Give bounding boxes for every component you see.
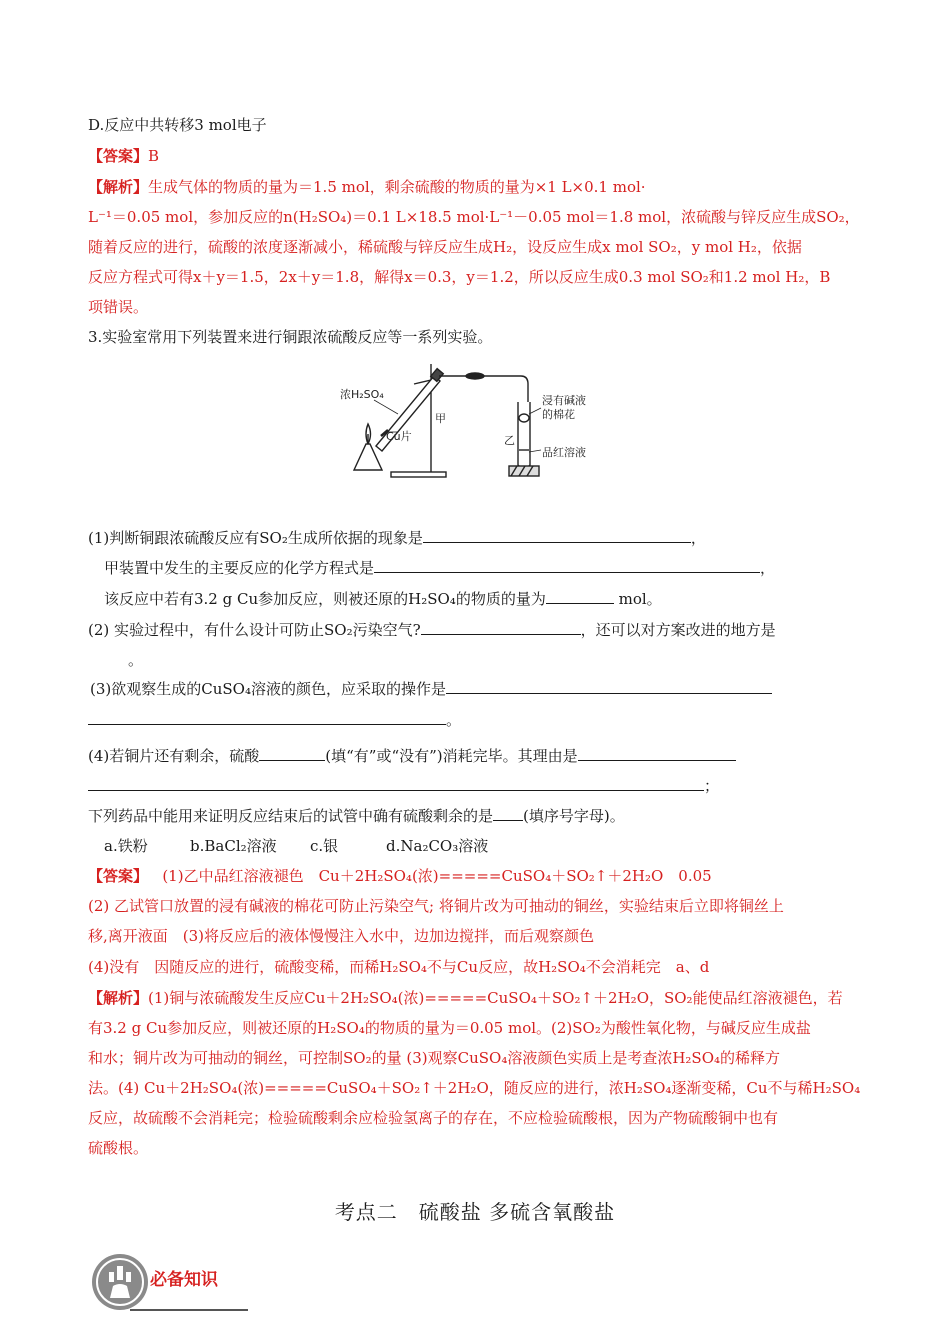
apparatus-diagram [336,362,616,487]
q3-part4-line [88,745,864,766]
answer-blank[interactable] [493,805,523,821]
copper-label: Cu片 [386,430,412,443]
yi-label: 乙 [504,434,515,447]
part1-text: 甲装置中发生的主要反应的化学方程式是 [104,559,375,577]
option-d: D.反应中共转移3 mol电子 [88,116,267,134]
q2-analysis-line: 随着反应的进行，硫酸的浓度逐渐减小，稀硫酸与锌反应生成H₂，设反应生成x mol SO₂，y mol H₂，依据 [88,238,802,256]
answer-blank[interactable] [423,527,691,543]
answer-blank[interactable] [421,619,581,635]
punctuation: ， [760,559,776,577]
answer-blank[interactable] [88,775,704,791]
q3-answer-line: (4)没有 因随反应的进行，硫酸变稀，而稀H₂SO₄不与Cu反应，故H₂SO₄不会消耗完 a、d [88,958,710,976]
q3-part4-line [88,805,864,826]
q3-analysis-line: 和水；铜片改为可抽动的铜丝，可控制SO₂的量 (3)观察CuSO₄溶液颜色实质上是考查浓H₂SO₄的稀释方 [88,1049,781,1067]
q2-answer [88,146,864,166]
answer-tag: 【答案】 [88,147,149,165]
q3-analysis-line: 有3.2 g Cu参加反应，则被还原的H₂SO₄的物质的量为＝0.05 mol。(2)SO₂为酸性氧化物，与碱反应生成盐 [88,1019,811,1037]
answer-blank[interactable] [446,678,772,694]
q3-part1-line [104,588,864,609]
answer-tag: 【答案】 [88,867,149,885]
q3-answer-line [88,866,864,886]
answer-blank[interactable] [546,588,614,604]
acid-label: 浓H₂SO₄ [340,388,384,401]
answer-value: B [148,147,160,165]
analysis-tag: 【解析】 [88,989,149,1007]
answer-blank[interactable] [259,745,325,761]
option-d: d.Na₂CO₃溶液 [386,837,489,855]
punctuation: ， [690,529,706,547]
part1-text: (1)判断铜跟浓硫酸反应有SO₂生成所依据的现象是 [88,529,423,547]
part2-text: (2) 实验过程中，有什么设计可防止SO₂污染空气? [88,621,421,639]
section-title: 考点二 硫酸盐 多硫含氧酸盐 [334,1200,616,1224]
solution-label: 品红溶液 [542,446,586,459]
analysis-text: 生成气体的物质的量为＝1.5 mol，剩余硫酸的物质的量为×1 L×0.1 mol· [148,178,646,196]
q3-analysis-line [88,988,864,1008]
q3-stem: 3.实验室常用下列装置来进行铜跟浓硫酸反应等一系列实验。 [88,328,493,346]
q3-options [104,836,864,856]
q2-analysis-line: 项错误。 [88,298,149,316]
option-b: b.BaCl₂溶液 [190,837,277,855]
knowledge-badge [90,1252,250,1312]
option-a: a.铁粉 [104,837,148,855]
badge-label: 必备知识 [150,1270,218,1290]
answer-blank[interactable] [374,557,760,573]
cotton-label-2: 的棉花 [542,408,575,421]
part2-text: ，还可以对方案改进的地方是 [580,621,776,639]
q3-analysis-line: 反应，故硫酸不会消耗完；检验硫酸剩余应检验氢离子的存在，不应检验硫酸根，因为产物硫酸铜中也有 [88,1109,779,1127]
q2-analysis-line [88,177,864,197]
part3-text: (3)欲观察生成的CuSO₄溶液的颜色，应采取的操作是 [90,680,446,698]
analysis-tag: 【解析】 [88,178,149,196]
answer-blank[interactable] [578,745,736,761]
part1-text: 该反应中若有3.2 g Cu参加反应，则被还原的H₂SO₄的物质的量为 [104,590,546,608]
apparatus-figure [336,362,616,487]
q3-analysis-line: 法。(4) Cu＋2H₂SO₄(浓)=====CuSO₄＋SO₂↑＋2H₂O，随反应的进行，浓H₂SO₄逐渐变稀，Cu不与稀H₂SO₄ [88,1079,861,1097]
analysis-text: (1)铜与浓硫酸发生反应Cu＋2H₂SO₄(浓)=====CuSO₄＋SO₂↑＋2H₂O，SO₂能使品红溶液褪色，若 [148,989,843,1007]
answer-blank[interactable] [88,709,446,725]
punctuation: ； [704,777,720,795]
q3-part2-line [88,619,864,640]
part4-text: 下列药品中能用来证明反应结束后的试管中确有硫酸剩余的是 [88,807,494,825]
q3-answer-line: (2) 乙试管口放置的浸有碱液的棉花可防止污染空气; 将铜片改为可抽动的铜丝，实验结束后立即将铜丝上 [88,897,784,915]
q3-answer-line: 移,离开液面 (3)将反应后的液体慢慢注入水中，边加边搅拌，而后观察颜色 [88,927,595,945]
part4-text: (填序号字母)。 [523,807,625,825]
cotton-label-1: 浸有碱液 [542,394,586,407]
q3-part2-end: 。 [128,651,144,669]
part4-text: (填“有”或“没有”)消耗完毕。其理由是 [325,747,578,765]
q3-part1-line [88,527,864,548]
part1-text: mol。 [613,590,662,608]
part4-text: (4)若铜片还有剩余，硫酸 [88,747,260,765]
q3-part3-line [88,709,864,730]
q3-part3-line [90,678,864,699]
q2-analysis-line: 反应方程式可得x＋y＝1.5，2x＋y＝1.8，解得x＝0.3，y＝1.2，所以反应生成0.3 mol SO₂和1.2 mol H₂，B [88,268,831,286]
jia-label: 甲 [435,412,446,425]
q3-analysis-line: 硫酸根。 [88,1139,149,1157]
punctuation: 。 [446,711,462,729]
q3-part1-line [104,557,864,578]
answer-text: (1)乙中品红溶液褪色 Cu＋2H₂SO₄(浓)=====CuSO₄＋SO₂↑＋2H₂O 0.05 [162,867,712,885]
q3-part4-line [88,775,864,796]
option-c: c.银 [310,837,339,855]
q2-analysis-line: L⁻¹＝0.05 mol，参加反应的n(H₂SO₄)＝0.1 L×18.5 mol·L⁻¹－0.05 mol＝1.8 mol，浓硫酸与锌反应生成SO₂， [88,208,860,226]
